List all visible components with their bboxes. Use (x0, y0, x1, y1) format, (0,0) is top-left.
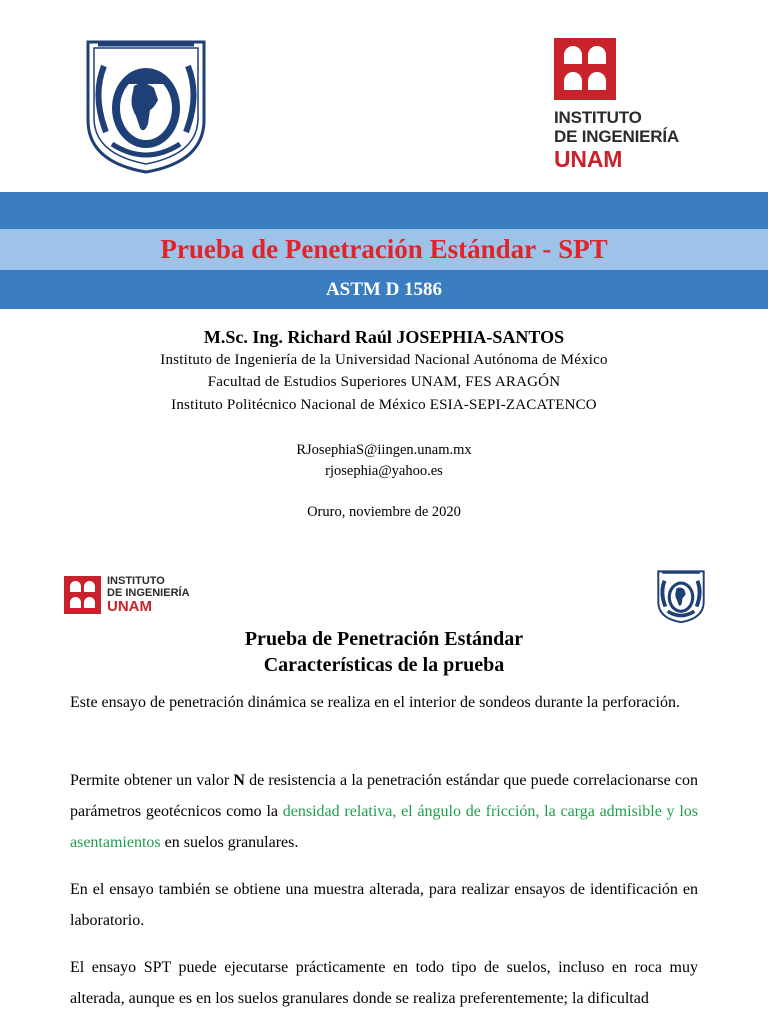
affiliation-1: Instituto de Ingeniería de la Universidad Nacional Autónoma de México (160, 352, 608, 368)
ii-logo-line3: UNAM (554, 146, 623, 172)
ii-small-line3: UNAM (107, 598, 152, 615)
unam-seal-logo (84, 36, 208, 174)
place-date: Oruro, noviembre de 2020 (307, 504, 461, 520)
email-1[interactable]: RJosephiaS@iingen.unam.mx (296, 442, 472, 458)
ii-logo-line2: DE INGENIERÍA (554, 127, 679, 146)
author-name: M.Sc. Ing. Richard Raúl JOSEPHIA-SANTOS (203, 327, 565, 347)
banner-top-stripe (0, 192, 768, 229)
paragraph-3: En el ensayo también se obtiene una muestra alterada, para realizar ensayos de identificación en laboratorio. (70, 881, 698, 929)
section-title-line2: Características de la prueba (263, 654, 505, 676)
unam-seal-logo-small (656, 569, 706, 623)
ii-logo-line1: INSTITUTO (554, 108, 642, 127)
paragraph-4: El ensayo SPT puede ejecutarse prácticamente en todo tipo de suelos, incluso en roca muy alterada, aunque es en los suelos granulares donde se realiza preferentemente; la dificultad (70, 959, 698, 1007)
affiliation-2: Facultad de Estudios Superiores UNAM, FES ARAGÓN (207, 374, 561, 390)
ii-small-line2: DE INGENIERÍA (107, 587, 190, 599)
p2-text-a: Permite obtener un valor (70, 772, 234, 789)
ii-logo-mark (554, 38, 616, 100)
email-2[interactable]: rjosephia@yahoo.es (325, 463, 443, 479)
p2-highlight: densidad relativa, el ángulo de fricción, la carga admisible y los asentamientos (70, 803, 698, 851)
instituto-ingenieria-logo-small (64, 576, 194, 616)
banner-title-bar (0, 229, 768, 270)
section-title-line1: Prueba de Penetración Estándar (244, 628, 524, 650)
affiliation-3: Instituto Politécnico Nacional de México ESIA-SEPI-ZACATENCO (171, 397, 597, 413)
banner-subtitle-bar (0, 270, 768, 309)
document-title: Prueba de Penetración Estándar - SPT (160, 234, 608, 264)
paragraph-1: Este ensayo de penetración dinámica se realiza en el interior de sondeos durante la perforación. (70, 694, 680, 711)
p2-text-d: en suelos granulares. (160, 834, 299, 851)
p2-text-c: de resistencia a la penetración estándar que puede correlacionarse con parámetros geotécnicos como la (70, 772, 698, 820)
ii-logo-mark-small (64, 576, 101, 614)
ii-small-line1: INSTITUTO (107, 575, 165, 587)
document-subtitle: ASTM D 1586 (325, 278, 443, 300)
p2-n-value: N (233, 772, 245, 789)
instituto-ingenieria-logo (554, 38, 684, 174)
paragraph-2 (70, 765, 698, 858)
section-title (0, 626, 768, 678)
